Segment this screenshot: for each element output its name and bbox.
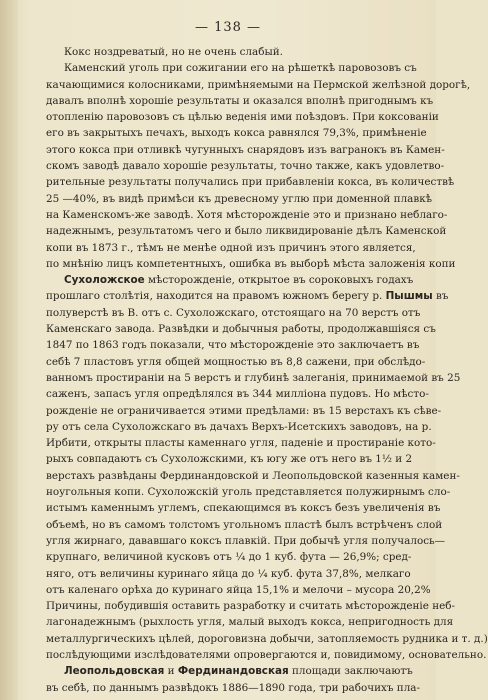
line-text: саженъ, запасъ угля опредѣлялся въ 344 милліона пудовъ. Но мѣсто- bbox=[46, 388, 429, 401]
line-text: скомъ заводѣ давало хорошіе результаты, точно также, какъ удовлетво- bbox=[46, 160, 445, 173]
text-line bbox=[46, 598, 456, 614]
line-text: металлургическихъ цѣлей, дороговизна добычи, затопляемость рудника и т. д.) bbox=[46, 632, 488, 645]
text-line bbox=[46, 256, 456, 272]
text-line bbox=[46, 566, 410, 582]
text-line bbox=[46, 386, 429, 402]
text-line bbox=[46, 60, 417, 76]
line-text: копи въ 1873 г., тѣмъ не менѣе одной изъ причинъ этого является, bbox=[46, 241, 416, 254]
text-line bbox=[46, 109, 439, 125]
line-text: на Каменскомъ-же заводѣ. Хотя мѣсторожденіе это и признано неблаго- bbox=[46, 208, 448, 221]
text-line bbox=[46, 663, 413, 679]
text-line bbox=[46, 370, 461, 386]
text-line bbox=[46, 207, 448, 223]
line-text: надежнымъ, результатомъ чего и было ликвидированіе дѣлъ Каменской bbox=[46, 225, 447, 238]
line-text: отопленію паровозовъ съ цѣлью веденія ими поѣздовъ. При коксованіи bbox=[46, 111, 439, 124]
line-text: по мнѣнію лицъ компетентныхъ, ошибка въ выборѣ мѣста заложенія копи bbox=[46, 257, 456, 270]
bold-name: Фердинандовская bbox=[177, 665, 289, 678]
line-text: объемѣ, но въ самомъ толстомъ угольномъ пластѣ былъ встрѣченъ слой bbox=[46, 518, 443, 531]
line-text: Каменскаго завода. Развѣдки и добычныя работы, продолжавшіяся съ bbox=[46, 323, 436, 336]
text-line bbox=[46, 240, 416, 256]
line-text: и bbox=[164, 665, 178, 678]
text-line bbox=[46, 288, 449, 304]
text-line bbox=[46, 614, 454, 630]
line-text: ноугольныя копи. Сухоложскій уголь представляется полужирнымъ сло- bbox=[46, 486, 451, 499]
text-line bbox=[46, 680, 421, 696]
line-text: 1847 по 1863 годъ показали, что мѣсторожденіе это заключаетъ въ bbox=[46, 339, 420, 352]
line-text: рыхъ совпадаютъ съ Сухоложскими, къ югу же отъ него въ 1½ и 2 bbox=[46, 453, 413, 466]
text-line bbox=[46, 305, 421, 321]
line-text: рительные результаты получались при прибавленіи кокса, въ количествѣ bbox=[46, 176, 455, 189]
bold-name: Пышмы bbox=[385, 290, 433, 303]
text-line bbox=[46, 223, 447, 239]
page-number: — 138 — bbox=[194, 20, 262, 35]
line-text: его въ закрытыхъ печахъ, выходъ кокса равнялся 79,3%, примѣненіе bbox=[46, 127, 427, 140]
line-text: лагонадежнымъ (рыхлость угля, малый выходъ кокса, непригодность для bbox=[46, 616, 454, 629]
text-line bbox=[46, 337, 420, 353]
text-line bbox=[46, 321, 436, 337]
line-text-tail: площади заключаютъ bbox=[288, 665, 413, 678]
text-line bbox=[46, 93, 434, 109]
text-line bbox=[46, 142, 445, 158]
text-line bbox=[46, 533, 446, 549]
book-spine-shadow bbox=[0, 0, 18, 700]
line-text: давалъ вполнѣ хорошіе результаты и оказался вполнѣ пригоднымъ къ bbox=[46, 94, 434, 107]
text-line bbox=[46, 44, 410, 60]
text-line bbox=[46, 631, 488, 647]
line-text: 25 —40%, въ видѣ примѣси къ древесному углю при доменной плавкѣ bbox=[46, 192, 432, 205]
text-line bbox=[46, 435, 436, 451]
text-line bbox=[46, 419, 432, 435]
text-line bbox=[46, 647, 487, 663]
text-line bbox=[46, 174, 455, 190]
text-line bbox=[46, 354, 426, 370]
line-text: истымъ каменнымъ углемъ, спекающимся въ коксъ безъ увеличенія въ bbox=[46, 502, 441, 515]
text-line bbox=[46, 549, 410, 565]
text-line bbox=[46, 517, 443, 533]
text-line bbox=[46, 77, 471, 93]
line-text: Причины, побудившія оставить разработку и считать мѣсторожденіе неб- bbox=[46, 600, 456, 613]
text-line bbox=[46, 125, 427, 141]
line-text: качающимися колосниками, примѣняемыми на Пермской желѣзной дорогѣ, bbox=[46, 78, 471, 91]
text-line bbox=[46, 484, 451, 500]
section-heading: Леопольдовская bbox=[64, 665, 165, 678]
text-line bbox=[46, 500, 441, 516]
text-line bbox=[46, 191, 432, 207]
text-line bbox=[46, 158, 445, 174]
text-line bbox=[46, 451, 413, 467]
text-line bbox=[46, 582, 431, 598]
line-text: мѣсторожденіе, открытое въ сороковыхъ годахъ bbox=[144, 274, 414, 287]
section-heading: Сухоложское bbox=[64, 274, 145, 287]
line-text-tail: въ bbox=[432, 290, 449, 303]
text-line bbox=[46, 468, 460, 484]
line-text: Кокс ноздреватый, но не очень слабый. bbox=[64, 46, 283, 58]
line-text: послѣдующими изслѣдователями опровергаются и, повидимому, основательно. bbox=[46, 648, 487, 661]
line-text: этого кокса при отливкѣ чугунныхъ снарядовъ изъ вагранокъ въ Камен- bbox=[46, 143, 445, 156]
line-text: отъ каленаго орѣха до куринаго яйца 15,1% и мелочи – мусора 20,2% bbox=[46, 583, 431, 596]
line-text: верстахъ развѣданы Фердинандовской и Леопольдовской казенныя камен- bbox=[46, 469, 460, 482]
line-text: ру отъ села Сухоложскаго въ дачахъ Верхъ-Исетскихъ заводовъ, на р. bbox=[46, 420, 432, 433]
line-text: полуверстѣ въ В. отъ с. Сухоложскаго, отстоящаго на 70 верстъ отъ bbox=[46, 306, 421, 319]
line-text: няго, отъ величины куринаго яйца до ¼ куб. фута 37,8%, мелкаго bbox=[46, 567, 411, 580]
line-text: угля жирнаго, дававшаго коксъ плавкій. При добычѣ угля получалось— bbox=[46, 534, 446, 547]
text-line bbox=[46, 403, 442, 419]
line-text: рожденіе не ограничивается этими предѣлами: въ 15 верстахъ къ сѣве- bbox=[46, 404, 442, 417]
text-line bbox=[46, 272, 414, 288]
line-text: себѣ 7 пластовъ угля общей мощностью въ 8,8 сажени, при обслѣдо- bbox=[46, 355, 426, 368]
line-text: прошлаго столѣтія, находится на правомъ южномъ берегу р. bbox=[46, 290, 386, 303]
line-text: Ирбити, открыты пласты каменнаго угля, паденіе и простираніе кото- bbox=[46, 437, 436, 450]
page-text bbox=[46, 44, 488, 696]
line-text: ванномъ простираніи на 5 верстъ и глубинѣ залеганія, принимаемой въ 25 bbox=[46, 371, 461, 384]
line-text: Каменский уголь при сожигании его на рѣшеткѣ паровозовъ съ bbox=[64, 62, 417, 75]
line-text: крупнаго, величиной кусковъ отъ ¼ до 1 куб. фута — 26,9%; сред- bbox=[46, 551, 412, 564]
line-text: въ себѣ, по даннымъ развѣдокъ 1886—1890 года, три рабочихъ пла- bbox=[46, 681, 421, 694]
